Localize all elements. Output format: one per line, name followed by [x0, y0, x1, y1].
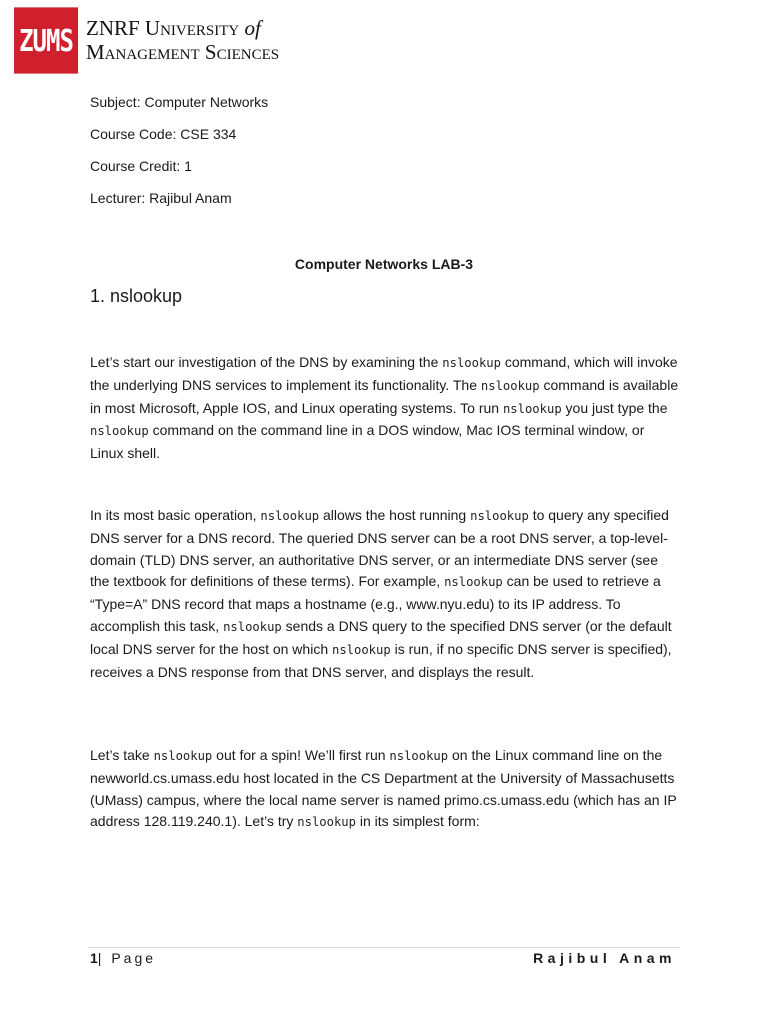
- inline-code: nslookup: [297, 815, 356, 830]
- footer-divider: [88, 947, 680, 948]
- university-name-line1: ZNRF University of: [86, 16, 261, 40]
- footer-author: Rajibul Anam: [533, 950, 676, 966]
- inline-code: nslookup: [153, 749, 213, 763]
- course-code-line: Course Code: CSE 334: [90, 126, 237, 142]
- inline-code: nslookup: [480, 378, 540, 393]
- inline-code: nslookup: [470, 509, 529, 523]
- inline-code: nslookup: [90, 424, 149, 439]
- subject-line: Subject: Computer Networks: [90, 94, 269, 110]
- course-credit-line: Course Credit: 1: [90, 158, 192, 174]
- paragraph-intro: Let’s start our investigation of the DNS by examining the nslookup command, which will invoke the underlying DNS services to implement its functionality. The nslookup command is available in most Microsoft, Apple IOS, and Linux operating systems. To run nslookup you just type the nslookup command on the command line in a DOS window, Mac IOS terminal window, or Linux shell.: [90, 354, 679, 462]
- page-label: | Page: [97, 950, 157, 966]
- inline-code: nslookup: [502, 401, 562, 416]
- university-name-line2: Management Sciences: [86, 40, 280, 64]
- inline-code: nslookup: [260, 509, 320, 523]
- lecturer-line: Lecturer: Rajibul Anam: [90, 190, 232, 206]
- inline-code: nslookup: [332, 642, 391, 657]
- inline-code: nslookup: [444, 575, 503, 590]
- inline-code: nslookup: [223, 619, 282, 634]
- university-name: [86, 16, 279, 64]
- footer-page: [90, 950, 156, 966]
- paragraph-basic-operation: In its most basic operation, nslookup allows the host running nslookup to query any specified DNS server for a DNS record. The queried DNS server can be a root DNS server, a top-level-domain (TLD) DNS server, an authoritative DNS server, or an intermediate DNS server (see the textbook for definitions of these terms). For example, nslookup can be used to retrieve a “Type=A” DNS record that maps a hostname (e.g., www.nyu.edu) to its IP address. To accomplish this task, nslookup sends a DNS query to the specified DNS server (or the default local DNS server for the host on which nslookup is run, if no specific DNS server is specified), receives a DNS response from that DNS server, and displays the result.: [90, 507, 672, 680]
- inline-code: nslookup: [442, 356, 501, 370]
- section-heading: 1. nslookup: [90, 286, 183, 306]
- inline-code: nslookup: [389, 749, 449, 763]
- lab-title: Computer Networks LAB-3: [294, 256, 474, 272]
- paragraph-spin: Let’s take nslookup out for a spin! We’ll first run nslookup on the Linux command line on the newworld.cs.umass.edu host located in the CS Department at the University of Massachusetts (UMass) campus, where the local name server is named primo.cs.umass.edu (which has an IP address 128.119.240.1). Let’s try nslookup in its simplest form:: [90, 747, 677, 830]
- page-number: 1: [90, 950, 98, 966]
- university-logo: ZUMS: [14, 7, 78, 73]
